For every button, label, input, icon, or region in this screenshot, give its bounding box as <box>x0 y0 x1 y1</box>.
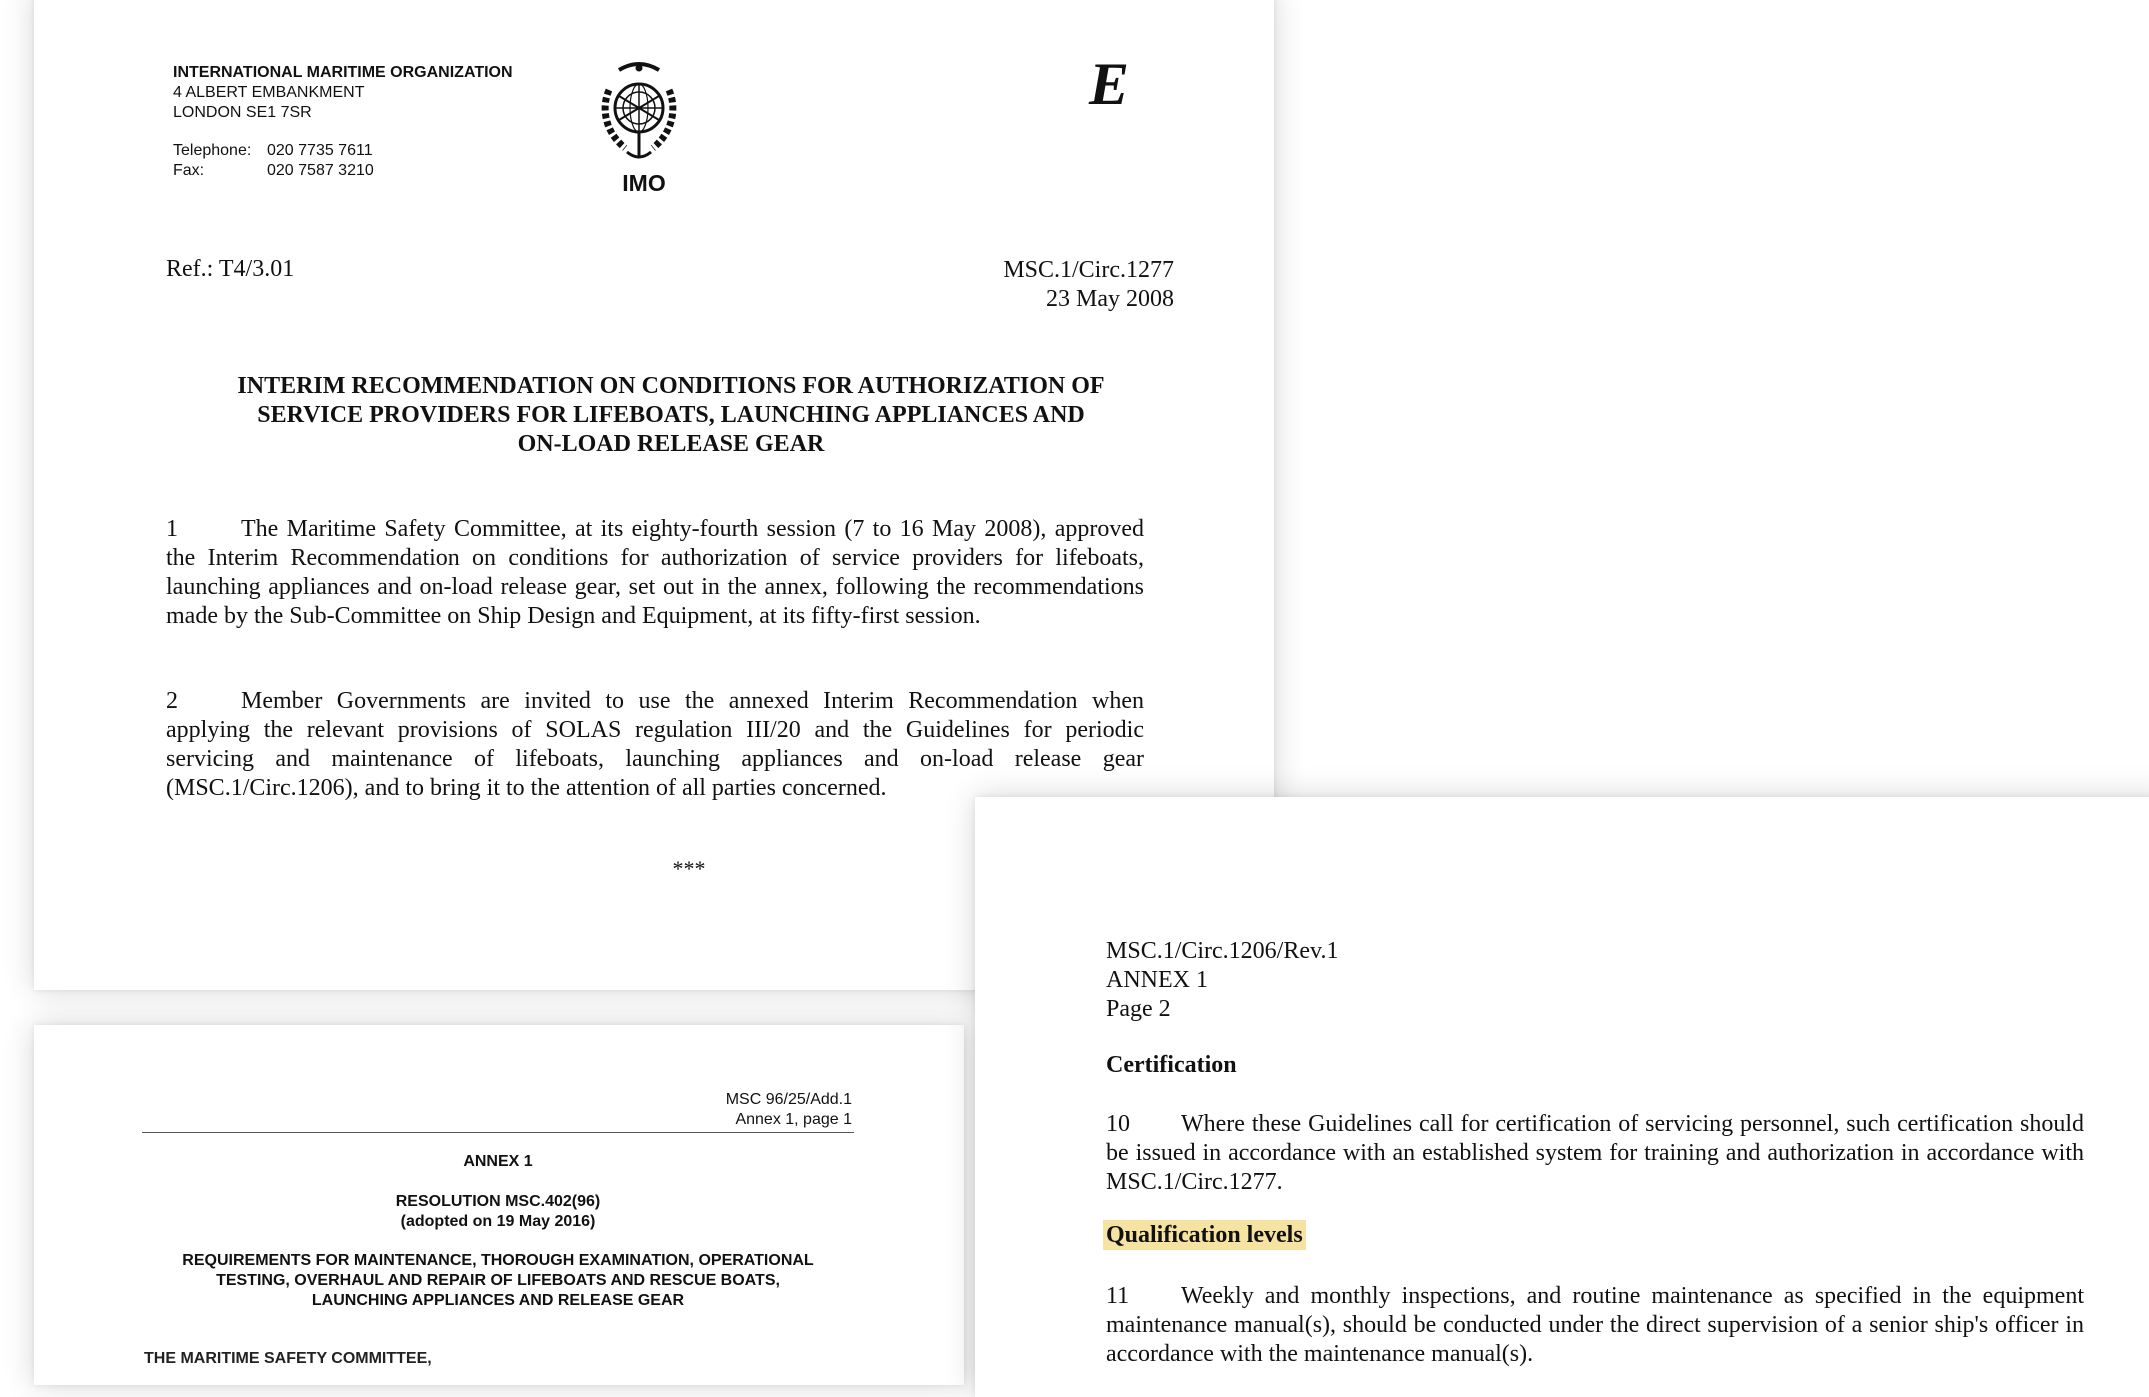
title-line: REQUIREMENTS FOR MAINTENANCE, THOROUGH EXAMINATION, OPERATIONAL <box>182 1252 814 1269</box>
paragraph-1 <box>166 515 1144 631</box>
annex-label: ANNEX 1 <box>463 1153 533 1170</box>
resolution-title <box>142 1251 854 1311</box>
resolution-number: RESOLUTION MSC.402(96) <box>395 1193 601 1210</box>
reference-annex: ANNEX 1 <box>1106 967 1208 993</box>
telephone-number: 020 7735 7611 <box>267 142 373 159</box>
fax-number: 020 7587 3210 <box>267 162 374 179</box>
paragraph-text: Weekly and monthly inspections, and routine maintenance as specified in the equipment maintenance manual(s), should be conducted under the direct supervision of a senior ship's officer in accordance with the maintenance manual(s). <box>1106 1283 2084 1367</box>
imo-logo-text: IMO <box>622 170 666 196</box>
page-reference <box>1106 937 1338 1024</box>
language-marker: E <box>1089 51 1130 117</box>
org-address-line2: LONDON SE1 7SR <box>173 104 312 121</box>
title-line: LAUNCHING APPLIANCES AND RELEASE GEAR <box>311 1292 685 1309</box>
org-address-block <box>173 63 513 181</box>
paragraph-number: 1 <box>166 516 178 542</box>
paragraph-text: Where these Guidelines call for certification of servicing personnel, such certification should be issued in accordance with an established system for training and authorization in accordance with MSC.1/Circ.1277. <box>1106 1111 2084 1195</box>
org-name: INTERNATIONAL MARITIME ORGANIZATION <box>173 64 513 81</box>
reference-doc-number: MSC.1/Circ.1206/Rev.1 <box>1106 938 1339 964</box>
end-marker: *** <box>672 856 706 881</box>
resolution-block <box>142 1192 854 1232</box>
paragraph-2 <box>166 687 1144 803</box>
document-page-msc-96 <box>34 1025 964 1385</box>
paragraph-10 <box>1106 1110 2084 1197</box>
document-page-circ-1206 <box>975 797 2149 1397</box>
paragraph-11 <box>1106 1282 2084 1369</box>
circular-number: MSC.1/Circ.1277 <box>1003 257 1174 283</box>
heading-certification: Certification <box>1106 1052 1237 1078</box>
paragraph-number: 11 <box>1106 1283 1130 1309</box>
reference-number: Ref.: T4/3.01 <box>166 256 295 282</box>
preamble-cut-text: THE MARITIME SAFETY COMMITTEE, <box>144 1350 432 1367</box>
header-rule <box>142 1132 854 1133</box>
reference-page: Page 2 <box>1106 996 1171 1022</box>
paragraph-text: Member Governments are invited to use the annexed Interim Recommendation when applying the relevant provisions of SOLAS regulation III/20 and the Guidelines for periodic servicing and maintenance of lifeboats, launching appliances and on-load release gear (MSC.1/Circ.1206), and to bring it to the attention of all parties concerned. <box>166 688 1144 801</box>
telephone-row <box>173 141 513 161</box>
header-doc-number: MSC 96/25/Add.1 <box>725 1091 852 1108</box>
fax-row <box>173 161 513 181</box>
circular-date: 23 May 2008 <box>1046 286 1174 312</box>
circular-header <box>1003 256 1174 314</box>
org-address-line1: 4 ALBERT EMBANKMENT <box>173 84 365 101</box>
title-line: TESTING, OVERHAUL AND REPAIR OF LIFEBOATS AND RESCUE BOATS, <box>216 1272 780 1289</box>
fax-label: Fax: <box>173 162 205 179</box>
imo-emblem-icon <box>579 60 699 165</box>
telephone-label: Telephone: <box>173 142 252 159</box>
document-title <box>166 372 1176 459</box>
adoption-date: (adopted on 19 May 2016) <box>400 1213 596 1230</box>
title-line: INTERIM RECOMMENDATION ON CONDITIONS FOR AUTHORIZATION OF <box>237 373 1105 399</box>
page-header <box>726 1090 852 1130</box>
title-line: SERVICE PROVIDERS FOR LIFEBOATS, LAUNCHING APPLIANCES AND <box>257 402 1085 428</box>
heading-qualification-levels <box>1106 1222 1306 1249</box>
paragraph-number: 2 <box>166 688 178 714</box>
paragraph-text: The Maritime Safety Committee, at its eighty-fourth session (7 to 16 May 2008), approved the Interim Recommendation on conditions for authorization of service providers for lifeboats, launching appliances and on-load release gear, set out in the annex, following the recommendations made by the Sub-Committee on Ship Design and Equipment, at its fifty-first session. <box>166 516 1144 629</box>
paragraph-number: 10 <box>1106 1111 1130 1137</box>
title-line: ON-LOAD RELEASE GEAR <box>517 431 825 457</box>
header-page-number: Annex 1, page 1 <box>735 1111 852 1128</box>
highlighted-heading: Qualification levels <box>1103 1220 1306 1250</box>
